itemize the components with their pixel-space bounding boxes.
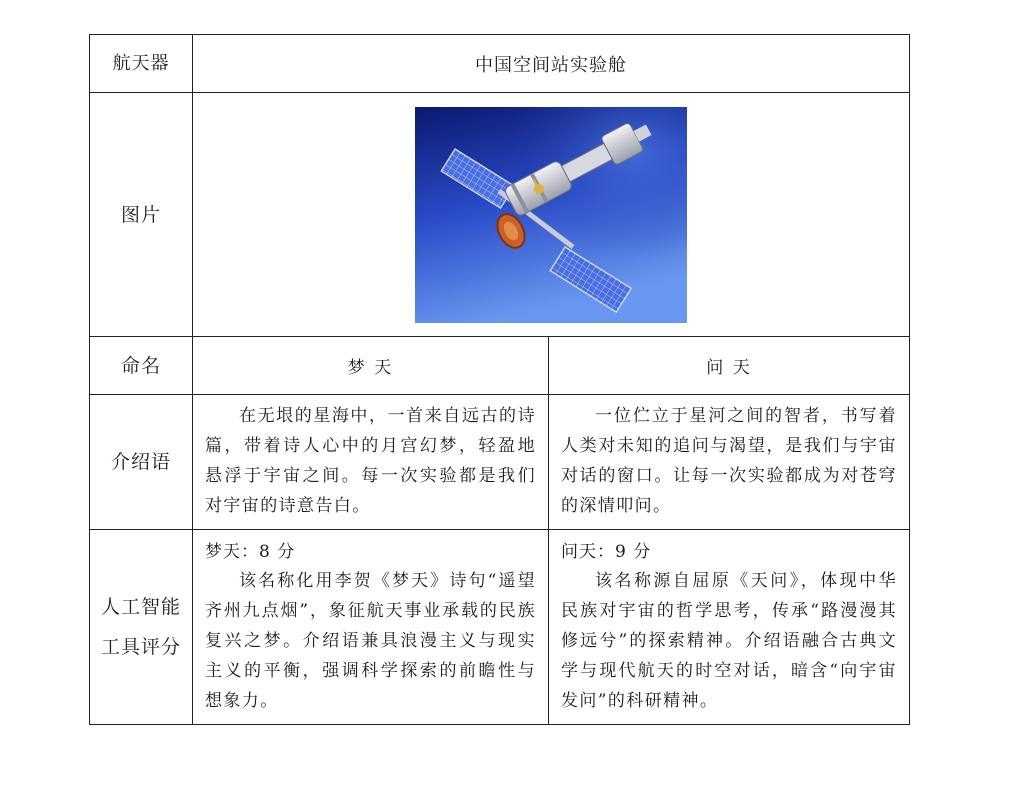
score-row bbox=[90, 530, 910, 725]
score-label-line1: 人工智能 bbox=[100, 596, 181, 618]
spacecraft-naming-table bbox=[89, 34, 910, 725]
intro-mengtian-text: 在无垠的星海中，一首来自远古的诗篇，带着诗人心中的月宫幻梦，轻盈地悬浮于宇宙之间。每一次实验都是我们对宇宙的诗意告白。 bbox=[205, 406, 536, 516]
name-row-label: 命名 bbox=[90, 337, 193, 395]
name-row bbox=[90, 337, 910, 395]
score-label-line2: 工具评分 bbox=[100, 636, 181, 658]
space-station-icon bbox=[415, 107, 687, 323]
intro-mengtian-cell bbox=[193, 395, 549, 530]
intro-row-label: 介绍语 bbox=[90, 395, 193, 530]
name-mengtian: 梦 天 bbox=[193, 337, 549, 395]
score-mengtian: 梦天：8 分 bbox=[205, 542, 296, 562]
intro-wentian-cell bbox=[549, 395, 910, 530]
intro-wentian-text: 一位伫立于星河之间的智者，书写着人类对未知的追问与渴望，是我们与宇宙对话的窗口。让每一次实验都成为对苍穹的深情叩问。 bbox=[561, 406, 897, 516]
image-row-label: 图片 bbox=[90, 93, 193, 337]
score-wentian: 问天：9 分 bbox=[561, 542, 652, 562]
header-label: 航天器 bbox=[90, 35, 193, 93]
comment-mengtian: 该名称化用李贺《梦天》诗句“遥望齐州九点烟”，象征航天事业承载的民族复兴之梦。介绍语兼具浪漫主义与现实主义的平衡，强调科学探索的前瞻性与想象力。 bbox=[205, 571, 536, 711]
score-row-label bbox=[90, 530, 193, 725]
header-row bbox=[90, 35, 910, 93]
image-row bbox=[90, 93, 910, 337]
comment-wentian: 该名称源自屈原《天问》，体现中华民族对宇宙的哲学思考，传承“路漫漫其修远兮”的探索精神。介绍语融合古典文学与现代航天的时空对话，暗含“向宇宙发问”的科研精神。 bbox=[561, 571, 897, 711]
image-cell bbox=[193, 93, 910, 337]
name-wentian: 问 天 bbox=[549, 337, 910, 395]
score-mengtian-cell bbox=[193, 530, 549, 725]
header-title: 中国空间站实验舱 bbox=[193, 35, 910, 93]
score-wentian-cell bbox=[549, 530, 910, 725]
intro-row bbox=[90, 395, 910, 530]
